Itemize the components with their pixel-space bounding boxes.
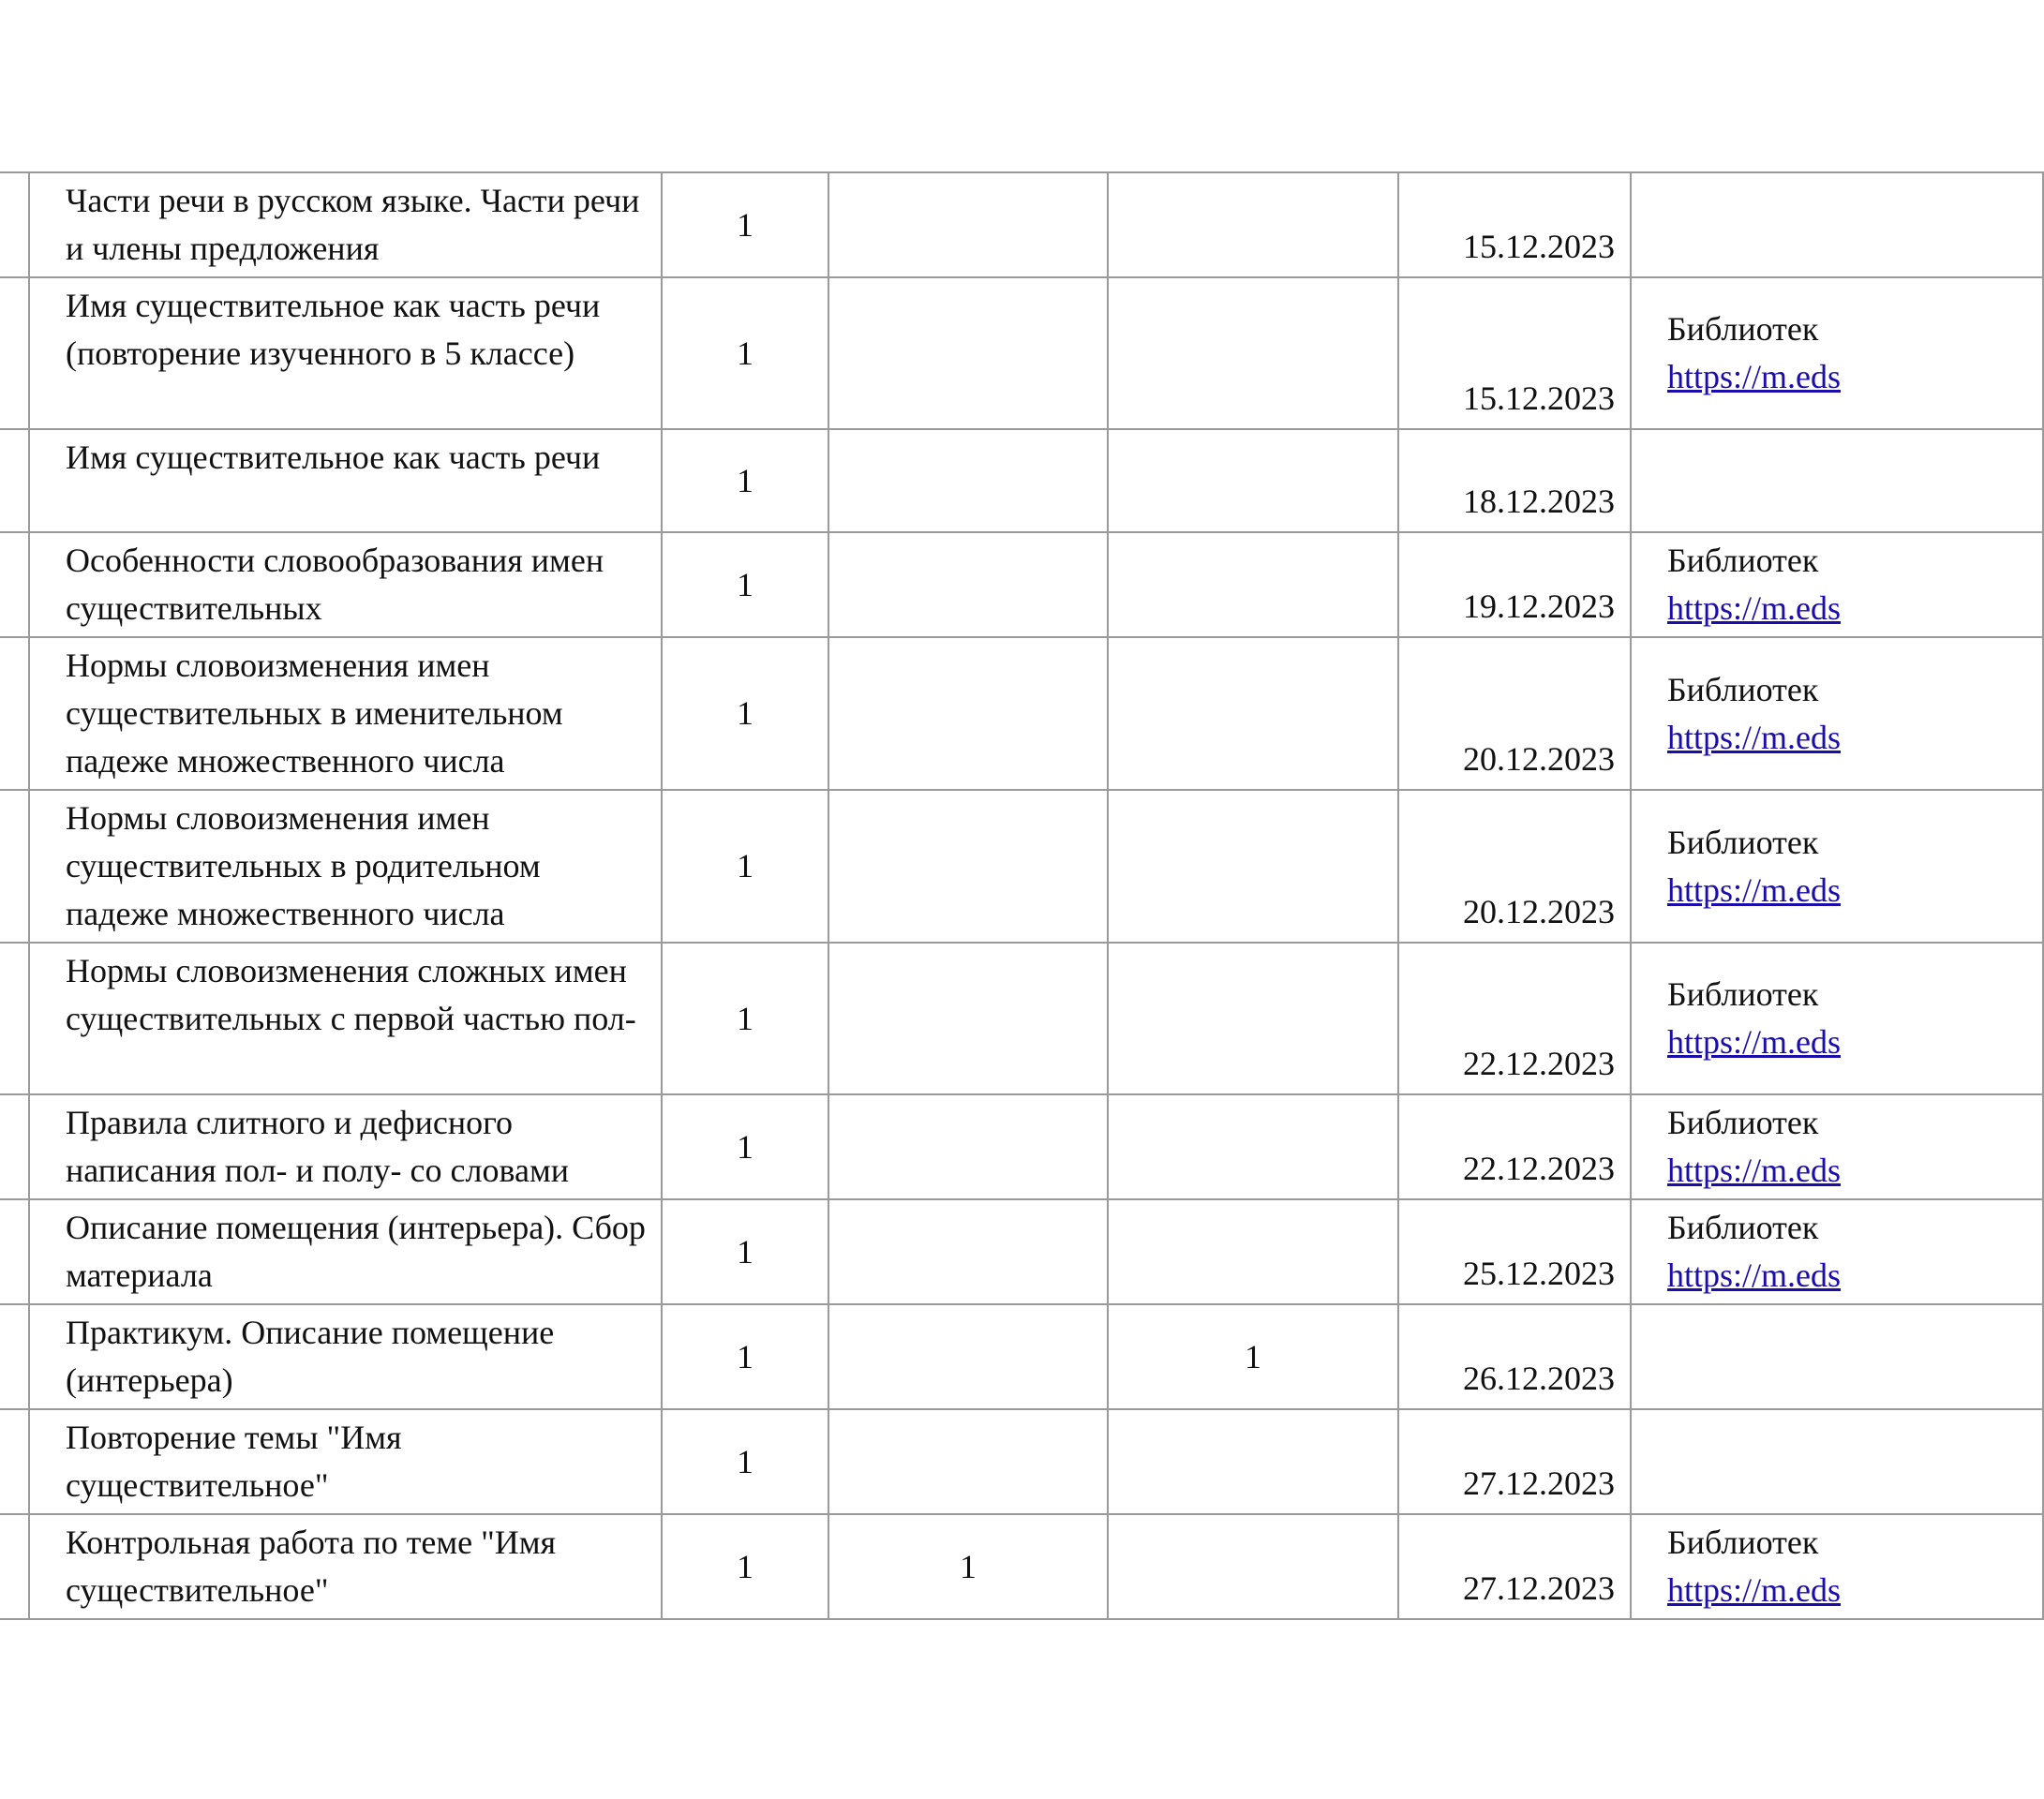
control-works xyxy=(828,1094,1108,1199)
lesson-date: 27.12.2023 xyxy=(1398,1409,1631,1514)
practical-works xyxy=(1108,277,1398,429)
table-row xyxy=(0,532,2043,637)
resource-link[interactable]: https://m.eds xyxy=(1667,358,1842,395)
lesson-topic: Особенности словообразования имен существительных xyxy=(29,532,662,637)
lesson-number-cell xyxy=(0,429,29,532)
control-works xyxy=(828,1409,1108,1514)
resource-label: Библиотек xyxy=(1667,670,1819,708)
lesson-number-cell xyxy=(0,637,29,790)
lesson-date: 20.12.2023 xyxy=(1398,790,1631,943)
lesson-number-cell xyxy=(0,943,29,1094)
practical-works xyxy=(1108,429,1398,532)
lesson-date: 15.12.2023 xyxy=(1398,277,1631,429)
control-works xyxy=(828,1199,1108,1304)
table-row xyxy=(0,1514,2043,1619)
resource-cell xyxy=(1631,277,2043,429)
control-works xyxy=(828,637,1108,790)
hours-total: 1 xyxy=(662,1514,828,1619)
hours-total: 1 xyxy=(662,277,828,429)
table-row xyxy=(0,429,2043,532)
resource-label: Библиотек xyxy=(1667,823,1819,861)
hours-total: 1 xyxy=(662,1409,828,1514)
table-row xyxy=(0,637,2043,790)
control-works xyxy=(828,1304,1108,1409)
lesson-topic: Описание помещения (интерьера). Сбор материала xyxy=(29,1199,662,1304)
lesson-topic: Нормы словоизменения имен существительных в именительном падеже множественного числа xyxy=(29,637,662,790)
lesson-date: 22.12.2023 xyxy=(1398,1094,1631,1199)
table-row xyxy=(0,277,2043,429)
practical-works xyxy=(1108,1409,1398,1514)
practical-works xyxy=(1108,637,1398,790)
lesson-number-cell xyxy=(0,790,29,943)
lesson-topic: Нормы словоизменения сложных имен существительных с первой частью пол- xyxy=(29,943,662,1094)
resource-link[interactable]: https://m.eds xyxy=(1667,1256,1842,1294)
control-works xyxy=(828,943,1108,1094)
resource-cell xyxy=(1631,172,2043,277)
practical-works xyxy=(1108,1514,1398,1619)
hours-total: 1 xyxy=(662,1199,828,1304)
lesson-date: 22.12.2023 xyxy=(1398,943,1631,1094)
table-row xyxy=(0,1094,2043,1199)
resource-cell xyxy=(1631,1199,2043,1304)
resource-link[interactable]: https://m.eds xyxy=(1667,870,1842,909)
practical-works xyxy=(1108,943,1398,1094)
lesson-topic: Контрольная работа по теме "Имя существительное" xyxy=(29,1514,662,1619)
lesson-number-cell xyxy=(0,277,29,429)
lesson-number-cell xyxy=(0,1409,29,1514)
resource-label: Библиотек xyxy=(1667,310,1819,348)
lesson-date: 20.12.2023 xyxy=(1398,637,1631,790)
lesson-date: 19.12.2023 xyxy=(1398,532,1631,637)
lesson-date: 27.12.2023 xyxy=(1398,1514,1631,1619)
lesson-number-cell xyxy=(0,1514,29,1619)
resource-cell xyxy=(1631,1514,2043,1619)
hours-total: 1 xyxy=(662,1304,828,1409)
lesson-number-cell xyxy=(0,532,29,637)
resource-cell xyxy=(1631,1304,2043,1409)
lesson-date: 18.12.2023 xyxy=(1398,429,1631,532)
resource-cell xyxy=(1631,532,2043,637)
practical-works: 1 xyxy=(1108,1304,1398,1409)
control-works xyxy=(828,429,1108,532)
resource-label: Библиотек xyxy=(1667,1524,1819,1561)
practical-works xyxy=(1108,1199,1398,1304)
lesson-plan-body xyxy=(0,172,2043,1619)
hours-total: 1 xyxy=(662,637,828,790)
table-row xyxy=(0,1199,2043,1304)
resource-label: Библиотек xyxy=(1667,975,1819,1013)
table-row xyxy=(0,172,2043,277)
resource-link[interactable]: https://m.eds xyxy=(1667,589,1842,627)
control-works xyxy=(828,790,1108,943)
hours-total: 1 xyxy=(662,790,828,943)
practical-works xyxy=(1108,1094,1398,1199)
resource-label: Библиотек xyxy=(1667,1104,1819,1141)
lesson-topic: Части речи в русском языке. Части речи и члены предложения xyxy=(29,172,662,277)
practical-works xyxy=(1108,532,1398,637)
lesson-topic: Практикум. Описание помещение (интерьера) xyxy=(29,1304,662,1409)
resource-link[interactable]: https://m.eds xyxy=(1667,1023,1842,1061)
hours-total: 1 xyxy=(662,943,828,1094)
lesson-plan-table xyxy=(0,171,2044,1620)
lesson-number-cell xyxy=(0,1199,29,1304)
table-row xyxy=(0,1409,2043,1514)
lesson-number-cell xyxy=(0,1094,29,1199)
practical-works xyxy=(1108,790,1398,943)
resource-cell xyxy=(1631,790,2043,943)
table-row xyxy=(0,790,2043,943)
table-row xyxy=(0,943,2043,1094)
control-works xyxy=(828,532,1108,637)
practical-works xyxy=(1108,172,1398,277)
resource-cell xyxy=(1631,1094,2043,1199)
resource-label: Библиотек xyxy=(1667,542,1819,579)
lesson-topic: Имя существительное как часть речи xyxy=(29,429,662,532)
hours-total: 1 xyxy=(662,172,828,277)
lesson-number-cell xyxy=(0,1304,29,1409)
resource-link[interactable]: https://m.eds xyxy=(1667,1571,1842,1609)
hours-total: 1 xyxy=(662,429,828,532)
resource-cell xyxy=(1631,1409,2043,1514)
hours-total: 1 xyxy=(662,1094,828,1199)
control-works xyxy=(828,172,1108,277)
lesson-date: 25.12.2023 xyxy=(1398,1199,1631,1304)
lesson-topic: Повторение темы "Имя существительное" xyxy=(29,1409,662,1514)
resource-cell xyxy=(1631,637,2043,790)
resource-label: Библиотек xyxy=(1667,1209,1819,1246)
hours-total: 1 xyxy=(662,532,828,637)
lesson-number-cell xyxy=(0,172,29,277)
resource-cell xyxy=(1631,429,2043,532)
lesson-topic: Имя существительное как часть речи (повторение изученного в 5 классе) xyxy=(29,277,662,429)
lesson-date: 15.12.2023 xyxy=(1398,172,1631,277)
resource-link[interactable]: https://m.eds xyxy=(1667,718,1842,756)
control-works xyxy=(828,277,1108,429)
lesson-topic: Правила слитного и дефисного написания пол- и полу- со словами xyxy=(29,1094,662,1199)
control-works: 1 xyxy=(828,1514,1108,1619)
lesson-topic: Нормы словоизменения имен существительных в родительном падеже множественного числа xyxy=(29,790,662,943)
lesson-date: 26.12.2023 xyxy=(1398,1304,1631,1409)
table-row xyxy=(0,1304,2043,1409)
resource-link[interactable]: https://m.eds xyxy=(1667,1152,1842,1189)
resource-cell xyxy=(1631,943,2043,1094)
